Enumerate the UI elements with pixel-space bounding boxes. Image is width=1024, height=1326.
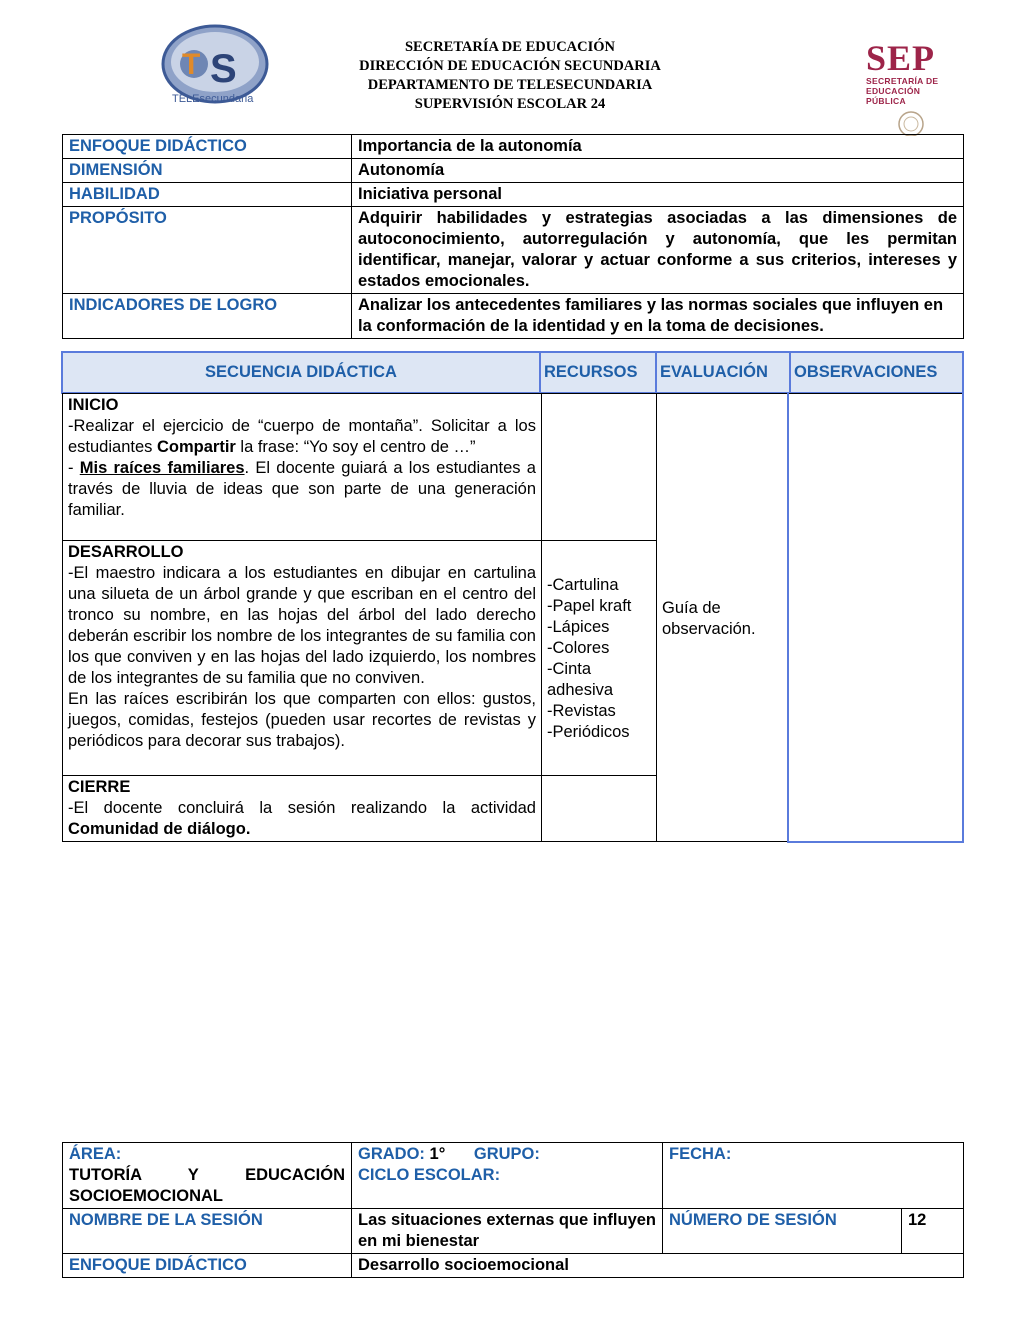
inicio-bold-text: Compartir <box>156 438 236 456</box>
cierre-bold-text: Comunidad de diálogo. <box>68 820 251 838</box>
col-header-observaciones: OBSERVACIONES <box>790 352 963 393</box>
enfoque-label: ENFOQUE DIDÁCTICO <box>63 135 352 159</box>
cierre-title: CIERRE <box>68 778 131 796</box>
cierre-paragraph <box>68 798 536 840</box>
header-line-3: DEPARTAMENTO DE TELESECUNDARIA <box>367 77 653 93</box>
area-cell <box>63 1143 352 1209</box>
evaluacion-cell <box>657 394 789 842</box>
indicadores-label: INDICADORES DE LOGRO <box>63 294 352 339</box>
next-session-table <box>62 1142 964 1278</box>
inicio-paragraph-2 <box>68 458 536 521</box>
table-row-inicio <box>63 394 964 541</box>
telesecundaria-logo <box>160 24 270 108</box>
table-row <box>63 159 964 183</box>
cierre-text: -El docente concluirá la sesión realizando la actividad <box>68 799 536 817</box>
svg-text:S: S <box>210 47 237 91</box>
observaciones-cell <box>788 394 963 842</box>
recurso-item: -Papel kraft <box>547 597 632 615</box>
sep-logo <box>866 40 960 132</box>
recursos-cell <box>542 541 657 776</box>
recurso-item: -Cinta adhesiva <box>547 660 614 699</box>
fecha-label: FECHA: <box>663 1143 964 1209</box>
sequence-table <box>62 393 964 843</box>
col-header-secuencia: SECUENCIA DIDÁCTICA <box>62 352 540 393</box>
table-row <box>63 183 964 207</box>
recurso-item: -Revistas <box>547 702 616 720</box>
numero-sesion-value: 12 <box>902 1209 964 1254</box>
nombre-sesion-value: Las situaciones externas que influyen en mi bienestar <box>352 1209 663 1254</box>
enfoque-label-2: ENFOQUE DIDÁCTICO <box>63 1254 352 1278</box>
area-label: ÁREA: <box>69 1145 122 1163</box>
recurso-item: -Colores <box>547 639 610 657</box>
eagle-emblem-icon <box>886 110 936 136</box>
cierre-cell <box>63 776 542 842</box>
header-line-4: SUPERVISIÓN ESCOLAR 24 <box>414 96 606 112</box>
table-row <box>63 1254 964 1278</box>
indicadores-value: Analizar los antecedentes familiares y las normas sociales que influyen en la conformación de la identidad y en la toma de decisiones. <box>352 294 964 339</box>
proposito-label: PROPÓSITO <box>63 207 352 294</box>
table-row <box>63 1143 964 1209</box>
evaluacion-text: Guía de observación. <box>662 599 756 638</box>
ciclo-label: CICLO ESCOLAR: <box>358 1166 501 1184</box>
svg-text:TELEsecundaria: TELEsecundaria <box>172 93 254 105</box>
table-row <box>63 1209 964 1254</box>
col-header-recursos: RECURSOS <box>540 352 656 393</box>
header-line-2: DIRECCIÓN DE EDUCACIÓN SECUNDARIA <box>359 58 661 74</box>
session-info-table <box>62 134 964 339</box>
sep-logo-sub2: EDUCACIÓN PÚBLICA <box>866 86 921 106</box>
sep-logo-word: SEP <box>866 38 936 78</box>
area-value: TUTORÍA Y EDUCACIÓN SOCIOEMOCIONAL <box>69 1166 345 1205</box>
col-header-evaluacion: EVALUACIÓN <box>656 352 790 393</box>
desarrollo-title: DESARROLLO <box>68 543 184 561</box>
inicio-title: INICIO <box>68 396 119 414</box>
grupo-label: GRUPO: <box>473 1145 540 1163</box>
inicio-text-rest: la frase: “Yo soy el centro de …” <box>235 438 476 456</box>
header-line-1: SECRETARÍA DE EDUCACIÓN <box>404 39 616 55</box>
grado-cell <box>352 1143 663 1209</box>
enfoque-value: Importancia de la autonomía <box>352 135 964 159</box>
numero-sesion-label: NÚMERO DE SESIÓN <box>663 1209 902 1254</box>
document-header <box>300 38 720 114</box>
grado-value: 1° <box>429 1145 446 1163</box>
enfoque-value-2: Desarrollo socioemocional <box>352 1254 964 1278</box>
habilidad-label: HABILIDAD <box>63 183 352 207</box>
desarrollo-paragraph-1: -El maestro indicara a los estudiantes en dibujar en cartulina una silueta de un árbol grande y que escriban en el centro del tronco su nombre, en las hojas del árbol del lado derecho deberán escribir los nombre de los integrantes de su familia con los que conviven y en las hojas del lado izquierdo, los nombres de los integrantes de su familia que no conviven. <box>68 564 536 687</box>
inicio-p2-rest: . El docente guiará a los estudiantes a través de lluvia de ideas que son parte de una generación familiar. <box>68 459 536 519</box>
nombre-sesion-label: NOMBRE DE LA SESIÓN <box>63 1209 352 1254</box>
table-row <box>63 294 964 339</box>
proposito-value: Adquirir habilidades y estrategias asociadas a las dimensiones de autoconocimiento, autorregulación y autonomía, que les permitan identificar, manejar, valorar y actuar conforme a sus criterios, intereses y estados emocionales. <box>352 207 964 294</box>
dimension-label: DIMENSIÓN <box>63 159 352 183</box>
inicio-p2-bold: Mis raíces familiares <box>79 459 245 477</box>
recurso-item: -Cartulina <box>547 576 619 594</box>
inicio-cell <box>63 394 542 541</box>
table-row <box>63 135 964 159</box>
table-header-row <box>62 352 963 393</box>
inicio-text: -Realizar el ejercicio de “cuerpo de montaña”. Solicitar a los estudiantes <box>68 417 536 456</box>
recursos-inicio-cell <box>542 394 657 541</box>
habilidad-value: Iniciativa personal <box>352 183 964 207</box>
inicio-p2-prefix: - <box>68 459 80 477</box>
grado-label: GRADO: <box>358 1145 425 1163</box>
recurso-item: -Periódicos <box>547 723 630 741</box>
sep-logo-sub1: SECRETARÍA DE <box>866 76 939 86</box>
table-row <box>63 207 964 294</box>
desarrollo-cell <box>63 541 542 776</box>
dimension-value: Autonomía <box>352 159 964 183</box>
desarrollo-paragraph-2: En las raíces escribirán los que comparten con ellos: gustos, juegos, comidas, festejos (pueden usar recortes de revistas y periódicos para decorar sus trabajos). <box>68 690 536 750</box>
svg-text:T: T <box>182 48 201 81</box>
inicio-paragraph-1 <box>68 416 536 458</box>
recursos-cierre-cell <box>542 776 657 842</box>
recurso-item: -Lápices <box>547 618 610 636</box>
sequence-header-table <box>61 351 964 394</box>
